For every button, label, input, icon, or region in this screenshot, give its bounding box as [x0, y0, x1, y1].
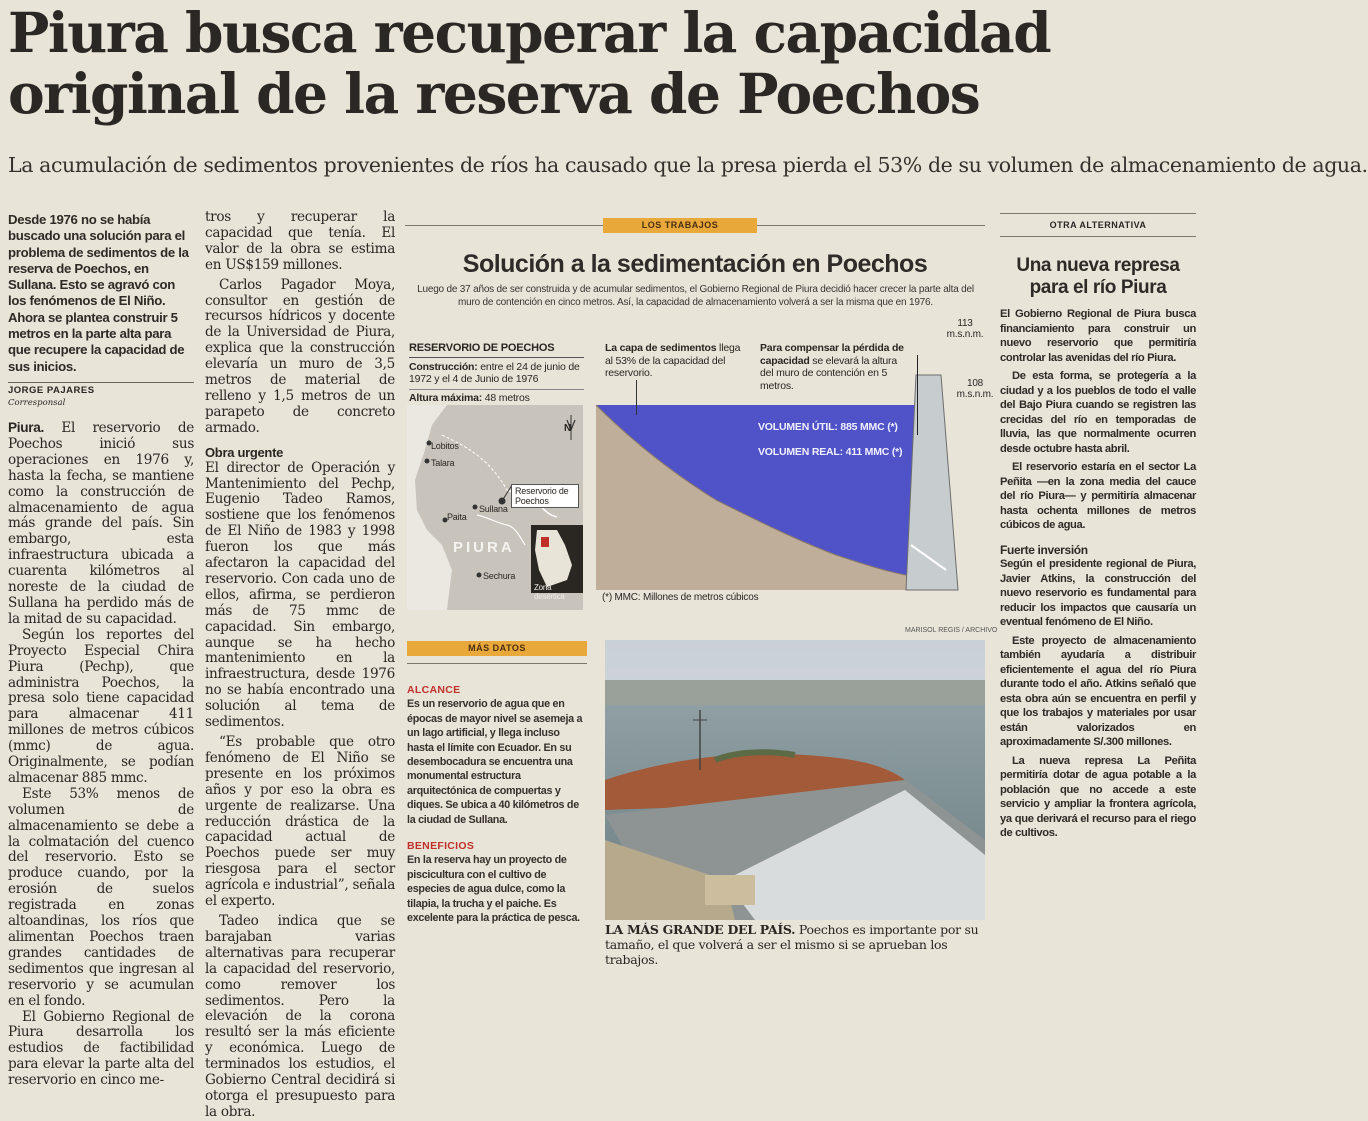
elevation-113: 113 m.s.n.m. [946, 318, 984, 340]
headline-line-1: Piura busca recuperar la capacidad [8, 0, 1051, 65]
map-label-lobitos: Lobitos [431, 441, 459, 451]
right-title: Una nueva represa para el río Piura [1016, 255, 1180, 298]
mas-datos-box [407, 683, 587, 926]
alcance-text: Es un reservorio de agua que en épocas de mayor nivel se asemeja a un lago artificial, y llega incluso hasta el límite con Ecuador. En su desembocadura se encuentra una monumental estructura arquitectónica de compuertas y diques. Se ubica a 40 kilómetros de la ciudad de Sullana. [407, 698, 583, 826]
reservorio-title: RESERVORIO DE POECHOS [409, 342, 584, 358]
reservorio-info [409, 342, 584, 404]
map-label-reservorio: Reservorio de Poechos [511, 484, 579, 508]
elevation-marker-line [917, 355, 918, 435]
section-label-mas-datos: MÁS DATOS [407, 641, 587, 656]
reservoir-photo [605, 640, 985, 920]
right-paragraph: Este proyecto de almacenamiento también ayudaría a distribuir eficientemente el agua del río Piura durante todo el año. Atkins señaló que esta obra aún se encuentra en perfil y que los trabajos y materiales por usar están valorizados en aproximadamente S/.300 millones. [1000, 634, 1196, 748]
lead-paragraph: Desde 1976 no se había buscado una solución para el problema de sedimentos de la reserva de Poechos, en Sullana. Esto se agravó con los fenómenos de El Niño. Ahora se plantea construir 5 metros en la parte alta para que recupere la capacidad de sus inicios. [8, 212, 189, 374]
body-paragraph: Piura. El reservorio de Poechos inició sus operaciones en 1976 y, hasta la fecha, se mantiene como la construcción de almacenamiento de agua más grande del país. Sin embargo, esta infraestructura ubicada a cuarenta kilómetros al noreste de la ciudad de Sullana ha perdido más de la mitad de su capacidad. [8, 420, 194, 627]
byline [8, 382, 194, 409]
callout-line [636, 380, 637, 415]
map-label-talara: Talara [431, 458, 455, 468]
body-paragraph: Carlos Pagador Moya, consultor en gestión de recursos hídricos y docente de la Universidad de Piura, explica que la construcción elevaría un muro de 3,5 metros de material de relleno y 1,5 metros de un parapeto de concreto armado. [205, 276, 395, 436]
body-paragraph: Tadeo indica que se barajaban varias alternativas para recuperar la capacidad del reservorio, como remover los sedimentos. Pero la elevación de la corona resultó ser la más eficiente y económica. Luego de terminados los estudios, el Gobierno Central decidirá si otorga el presupuesto para la obra. [205, 912, 395, 1120]
byline-name: JORGE PAJARES [8, 382, 194, 397]
headline-line-2: original de la reserva de Poechos [8, 61, 980, 126]
infographic-intro: Luego de 37 años de ser construida y de acumular sedimentos, el Gobierno Regional de Piura decidió hacer crecer la parte alta del muro de contención en cinco metros. Así, la capacidad de almacenamiento volverá a ser la misma que en 1976. [417, 284, 974, 308]
map-label-piura: PIURA [453, 539, 515, 556]
map-label-sullana: Sullana [479, 504, 508, 514]
body-paragraph: El Gobierno Regional de Piura desarrolla los estudios de factibilidad para elevar la parte alta del reservorio en cinco me- [8, 1008, 194, 1089]
divider [1000, 213, 1196, 214]
volumen-real-label: VOLUMEN REAL: 411 MMC (*) [758, 446, 903, 458]
compensar-callout: Para compensar la pérdida de capacidad se elevará la altura del muro de contención en 5 metros. [760, 342, 904, 392]
alcance-title: ALCANCE [407, 684, 461, 696]
body-paragraph: Según los reportes del Proyecto Especial Chira Piura (Pechp), que administra Poechos, la presa solo tiene capacidad para almacenar 411 millones de metros cúbicos (mmc) de agua. Originalmente, se podían almacenar 885 mmc. [8, 626, 194, 786]
map-label-zona: Zona desértica [534, 583, 565, 601]
subheading-obra-urgente: Obra urgente [205, 444, 284, 460]
headline [8, 2, 1108, 124]
right-paragraph: El reservorio estaría en el sector La Peñita —en la zona media del cauce del río Piura— y permitiría almacenar hasta ochenta millones de metros cúbicos de agua. [1000, 461, 1196, 531]
beneficios-text: En la reserva hay un proyecto de piscicultura con el cultivo de especies de agua dulce, como la tilapia, la trucha y el paiche. Es excelente para la práctica de pesca. [407, 854, 580, 925]
photo-caption: LA MÁS GRANDE DEL PAÍS. Poechos es importante por su tamaño, el que volverá a ser el mismo si se aprueban los trabajos. [605, 922, 979, 967]
body-paragraph: “Es probable que otro fenómeno de El Niño se presente en los próximos años y por eso la obra es urgente de realizarse. Una reducción drástica de la capacidad actual de Poechos puede ser muy riesgosa para el sector agrícola e industrial”, señala el experto. [205, 734, 395, 910]
deck: La acumulación de sedimentos provenientes de ríos ha causado que la presa pierda el 53% de su volumen de almacenamiento de agua. [8, 153, 1368, 177]
body-column-2 [205, 210, 395, 1121]
right-paragraph: La nueva represa La Peñita permitiría dotar de agua potable a la población que no accede a este servicio y ampliar la frontera agrícola, ya que derivará el recurso para el riego de cultivos. [1000, 754, 1196, 839]
altura-text: Altura máxima: 48 metros [409, 389, 584, 405]
divider [407, 663, 587, 664]
subheading-fuerte-inversion: Fuerte inversión [1000, 542, 1088, 557]
map-label-paita: Paita [447, 512, 467, 522]
location-map [407, 405, 583, 610]
body-paragraph: El director de Operación y Mantenimiento del Pechp, Eugenio Tadeo Ramos, sostiene que los fenómenos de El Niño de 1983 y 1998 fueron los que más afectaron la capacidad del reservorio. Con cada uno de ellos, afirma, se perdieron más de 75 mmc de capacidad. Sin embargo, aunque se ha hecho mantenimiento en la infraestructura, desde 1976 no se había encontrado una solución al tema de sedimentos. [205, 459, 395, 731]
section-label-otra-alternativa: OTRA ALTERNATIVA [1049, 220, 1147, 230]
volumen-util-label: VOLUMEN ÚTIL: 885 MMC (*) [758, 421, 898, 433]
right-paragraph: El Gobierno Regional de Piura busca financiamiento para construir un nuevo reservorio que permitiría controlar las avenidas del río Piura. [1000, 308, 1196, 364]
body-paragraph: tros y recuperar la capacidad que tenía. El valor de la obra se estima en US$159 millones. [205, 209, 395, 273]
infographic-title: Solución a la sedimentación en Poechos [462, 250, 928, 278]
body-paragraph: Este 53% menos de volumen de almacenamiento se debe a la colmatación del cuenco del reservorio. Esto se produce cuando, por la erosión de suelos registrada en zonas altoandinas, los ríos que alimentan Poechos traen grandes cantidades de sedimentos que ingresan al reservorio y se acumulan en el fondo. [8, 785, 194, 1009]
right-column [1000, 307, 1196, 841]
elevation-108: 108 m.s.n.m. [956, 378, 994, 400]
north-icon: N [564, 423, 572, 434]
right-paragraph: De esta forma, se protegería a la ciudad y a los pueblos de todo el valle del Bajo Piura cuando se registren las crecidas del río en temporadas de lluvia, las que normalmente ocurren desde octubre hasta abril. [1000, 370, 1196, 455]
beneficios-title: BENEFICIOS [407, 840, 475, 853]
construccion-text: Construcción: entre el 24 de junio de 1972 y el 4 de Junio de 1976 [409, 360, 580, 385]
section-label-los-trabajos: LOS TRABAJOS [603, 218, 757, 233]
body-column-1 [8, 420, 194, 1089]
photo-credit: MARISOL REGIS / ARCHIVO [905, 627, 998, 634]
divider [1000, 236, 1196, 237]
byline-role: Corresponsal [8, 398, 66, 408]
map-label-sechura: Sechura [483, 571, 516, 581]
right-paragraph: Según el presidente regional de Piura, Javier Atkins, la construcción del nuevo reservorio es fundamental para reducir los impactos que causaría un eventual fenómeno de El Niño. [1000, 558, 1196, 628]
sediment-callout: La capa de sedimentos llega al 53% de la capacidad del reservorio. [605, 342, 741, 379]
infographic-footnote: (*) MMC: Millones de metros cúbicos [602, 592, 759, 603]
